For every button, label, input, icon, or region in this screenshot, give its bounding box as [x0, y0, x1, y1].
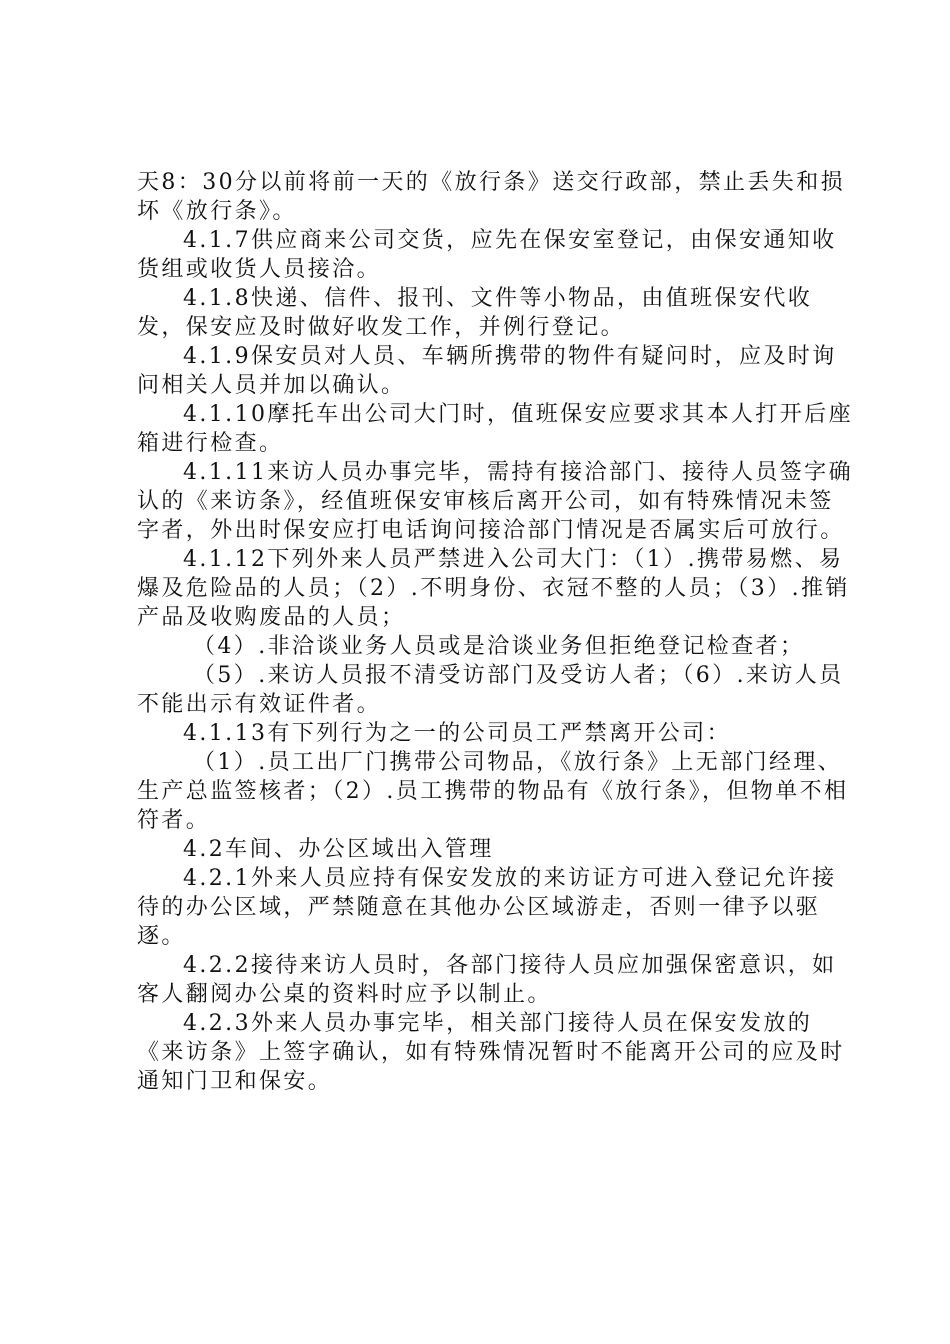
paragraph-4-1-9: 4.1.9保安员对人员、车辆所携带的物件有疑问时，应及时询问相关人员并加以确认。	[137, 344, 837, 398]
section-heading-4-2: 4.2车间、办公区域出入管理	[183, 837, 494, 862]
paragraph-4-1-10: 4.1.10摩托车出公司大门时，值班保安应要求其本人打开后座箱进行检查。	[137, 402, 853, 456]
document-body	[137, 168, 853, 1096]
paragraph-4-1-8: 4.1.8快递、信件、报刊、文件等小物品，由值班保安代收发，保安应及时做好收发工作，并例行登记。	[137, 286, 813, 340]
paragraph-4-1-12-item-4: （4）.非洽谈业务人员或是洽谈业务但拒绝登记检查者；	[193, 634, 805, 659]
paragraph-4-1-12-item-5-6: （5）.来访人员报不清受访部门及受访人者；（6）.来访人员不能出示有效证件者。	[137, 663, 844, 717]
paragraph-4-1-11: 4.1.11来访人员办事完毕，需持有接洽部门、接待人员签字确认的《来访条》，经值班保安审核后离开公司，如有特殊情况未签字者，外出时保安应打电话询问接洽部门情况是否属实后可放行。	[137, 460, 853, 543]
paragraph-4-1-13-items: （1）.员工出厂门携带公司物品，《放行条》上无部门经理、生产总监签核者；（2）.员工携带的物品有《放行条》，但物单不相符者。	[137, 750, 849, 833]
paragraph-4-2-3: 4.2.3外来人员办事完毕，相关部门接待人员在保安发放的《来访条》上签字确认，如有特殊情况暂时不能离开公司的应及时通知门卫和保安。	[137, 1011, 845, 1094]
paragraph-4-1-12: 4.1.12下列外来人员严禁进入公司大门：（1）.携带易燃、易爆及危险品的人员；（2）.不明身份、衣冠不整的人员；（3）.推销产品及收购废品的人员；	[137, 547, 850, 630]
paragraph-continuation: 天8：30分以前将前一天的《放行条》送交行政部，禁止丢失和损坏《放行条》。	[137, 170, 845, 224]
paragraph-4-2-2: 4.2.2接待来访人员时，各部门接待人员应加强保密意识，如客人翻阅办公桌的资料时应予以制止。	[137, 953, 837, 1007]
paragraph-4-1-7: 4.1.7供应商来公司交货，应先在保安室登记，由保安通知收货组或收货人员接洽。	[137, 228, 837, 282]
paragraph-4-2-1: 4.2.1外来人员应持有保安发放的来访证方可进入登记允许接待的办公区域，严禁随意在其他办公区域游走，否则一律予以驱逐。	[137, 866, 837, 949]
paragraph-4-1-13: 4.1.13有下列行为之一的公司员工严禁离开公司：	[183, 721, 731, 746]
